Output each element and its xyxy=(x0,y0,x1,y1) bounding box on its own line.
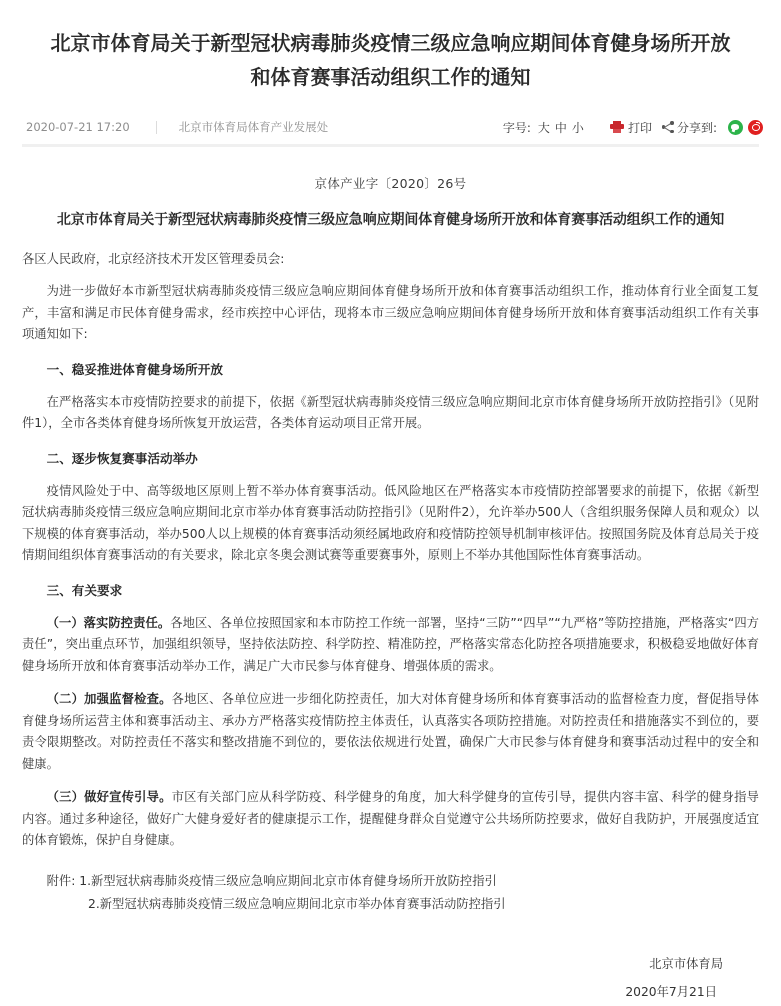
article-page xyxy=(0,13,781,999)
section-heading-1: 一、稳妥推进体育健身场所开放 xyxy=(46,361,223,377)
section-heading-3: 三、有关要求 xyxy=(46,582,123,598)
share-icon xyxy=(662,121,674,133)
font-size-medium[interactable]: 中 xyxy=(554,120,567,135)
signature-organization: 北京市体育局 xyxy=(649,956,723,971)
section-3-item-1 xyxy=(22,613,759,678)
font-size-small[interactable]: 小 xyxy=(571,120,584,135)
attachments-block xyxy=(22,870,759,916)
document-number: 京体产业字〔2020〕26号 xyxy=(314,176,467,192)
publish-date: 2020-07-21 17:20 xyxy=(26,120,130,135)
section-3-item-2-text: 各地区、各单位应进一步细化防控责任，加大对体育健身场所和体育赛事活动的监督检查力度，督促指导体育健身场所运营主体和赛事活动主、承办方严格落实疫情防控主体责任，认真落实各项防控措施。对防控责任和措施落实不到位的，要责令限期整改。对防控责任不落实和整改措施不到位的，要依法依规进行处置，确保广大市民参与体育健身和赛事活动过程中的安全和健康。 xyxy=(22,692,759,771)
signature-date: 2020年7月21日 xyxy=(625,984,717,999)
section-1-paragraph: 在严格落实本市疫情防控要求的前提下，依据《新型冠状病毒肺炎疫情三级应急响应期间北京市体育健身场所开放防控指引》（见附件1），全市各类体育健身场所恢复开放运营，各类体育运动项目正常开展。 xyxy=(22,394,759,431)
attachment-row-2 xyxy=(22,893,759,916)
meta-divider xyxy=(156,121,157,134)
page-title: 北京市体育局关于新型冠状病毒肺炎疫情三级应急响应期间体育健身场所开放和体育赛事活动组织工作的通知 xyxy=(50,31,731,90)
attachment-item-2[interactable]: 2.新型冠状病毒肺炎疫情三级应急响应期间北京市举办体育赛事活动防控指引 xyxy=(88,896,506,911)
article-source: 北京市体育局体育产业发展处 xyxy=(178,120,329,135)
attachments-label: 附件: xyxy=(46,873,76,888)
section-3-item-3-text: 市区有关部门应从科学防疫、科学健身的角度，加大科学健身的宣传引导，提供内容丰富、科学的健身指导内容。通过多种途径，做好广大健身爱好者的健康提示工作，提醒健身群众自觉遵守公共场所防控要求，做好自我防护，开展强度适宜的体育锻炼，保护自身健康。 xyxy=(22,790,759,848)
section-heading-2: 二、逐步恢复赛事活动举办 xyxy=(46,450,198,466)
section-3-item-2 xyxy=(22,689,759,775)
section-2-paragraph: 疫情风险处于中、高等级地区原则上暂不举办体育赛事活动。低风险地区在严格落实本市疫情防控部署要求的前提下，依据《新型冠状病毒肺炎疫情三级应急响应期间北京市举办体育赛事活动防控指引》（见附件2），允许举办500人（含组织服务保障人员和观众）以下规模的体育赛事活动，举办500人以上规模的体育赛事活动须经属地政府和疫情防控领导机制审核评估。按照国务院及体育总局关于疫情期间组织体育赛事活动的有关要求，除北京冬奥会测试赛等重要赛事外，原则上不举办其他国际性体育赛事活动。 xyxy=(22,483,759,563)
preamble-paragraph: 为进一步做好本市新型冠状病毒肺炎疫情三级应急响应期间体育健身场所开放和体育赛事活动组织工作，推动体育行业全面复工复产，丰富和满足市民体育健身需求，经市疾控中心评估，现将本市三级应急响应期间体育健身场所开放和体育赛事活动组织工作有关事项通知如下: xyxy=(22,284,759,342)
section-3-item-1-text: 各地区、各单位按照国家和本市防控工作统一部署，坚持“三防”“四早”“九严格”等防控措施，严格落实“四方责任”，突出重点环节，加强组织领导，坚持依法防控、科学防控、精准防控，严格落实常态化防控各项措施要求，积极稳妥地做好体育健身场所开放和体育赛事活动举办工作，满足广大市民参与体育健身、增强体质的需求。 xyxy=(22,615,759,673)
section-3-item-2-lead: （二）加强监督检查。 xyxy=(46,692,172,707)
wechat-share-icon[interactable] xyxy=(728,120,743,135)
section-3-item-3-lead: （三）做好宣传引导。 xyxy=(46,790,172,805)
section-3-item-3 xyxy=(22,787,759,852)
font-size-label: 字号: xyxy=(502,120,531,135)
salutation: 各区人民政府，北京经济技术开发区管理委员会: xyxy=(22,252,285,267)
printer-icon xyxy=(610,121,624,133)
font-size-large[interactable]: 大 xyxy=(537,120,550,135)
print-button[interactable] xyxy=(610,119,652,136)
document-body xyxy=(0,174,781,1006)
attachment-item-1[interactable]: 1.新型冠状病毒肺炎疫情三级应急响应期间北京市体育健身场所开放防控指引 xyxy=(79,873,497,888)
signature-block xyxy=(22,950,759,1006)
font-size-controls xyxy=(503,119,584,136)
print-label: 打印 xyxy=(627,120,652,135)
weibo-share-icon[interactable] xyxy=(748,120,763,135)
share-controls xyxy=(662,119,763,136)
share-label: 分享到: xyxy=(676,120,717,135)
attachment-row-1 xyxy=(22,870,759,893)
document-title: 北京市体育局关于新型冠状病毒肺炎疫情三级应急响应期间体育健身场所开放和体育赛事活动组织工作的通知 xyxy=(56,212,725,229)
section-3-item-1-lead: （一）落实防控责任。 xyxy=(46,615,171,630)
header-divider xyxy=(22,144,759,147)
article-meta-bar xyxy=(0,110,781,144)
